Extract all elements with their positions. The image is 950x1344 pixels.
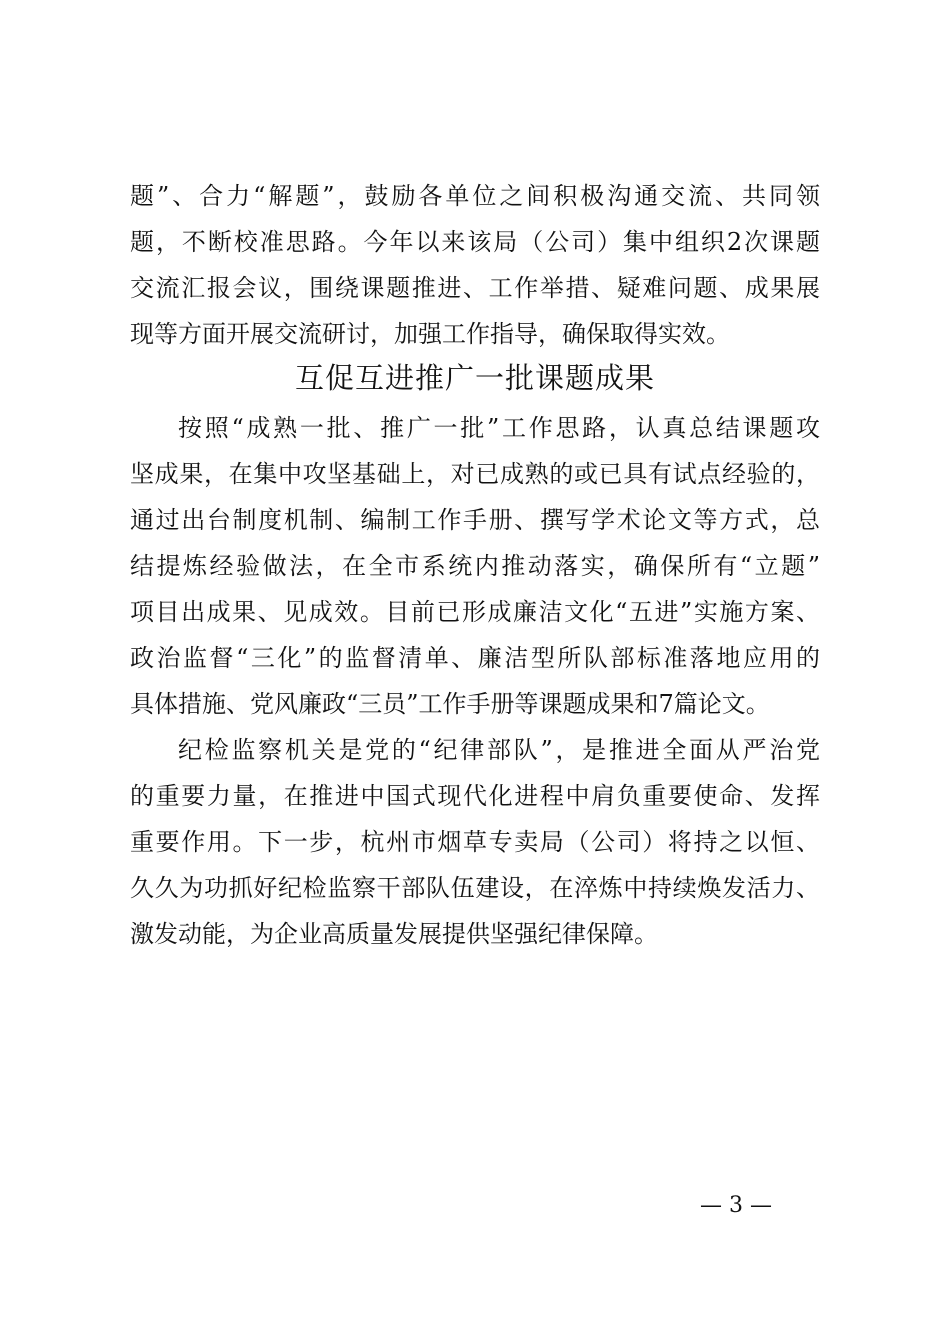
paragraph-1-line-3: 交流汇报会议，围绕课题推进、工作举措、疑难问题、成果展 [130,274,820,302]
paragraph-1-line-2: 题，不断校准思路。今年以来该局（公司）集中组织2次课题 [130,228,820,256]
paragraph-3-line-4: 久久为功抓好纪检监察干部队伍建设，在淬炼中持续焕发活力、 [130,874,820,902]
paragraph-2-line-2: 坚成果，在集中攻坚基础上，对已成熟的或已具有试点经验的， [130,460,820,488]
page-number: — 3 — [700,1193,772,1218]
paragraph-3-line-1: 纪检监察机关是党的“纪律部队”，是推进全面从严治党 [178,736,820,764]
paragraph-2-line-1: 按照“成熟一批、推广一批”工作思路，认真总结课题攻 [178,414,820,442]
paragraph-2-line-7: 具体措施、党风廉政“三员”工作手册等课题成果和7篇论文。 [130,690,770,718]
paragraph-2-line-4: 结提炼经验做法，在全市系统内推动落实，确保所有“立题” [130,552,820,580]
paragraph-3-line-5: 激发动能，为企业高质量发展提供坚强纪律保障。 [130,920,658,948]
paragraph-2-line-6: 政治监督“三化”的监督清单、廉洁型所队部标准落地应用的 [130,644,820,672]
paragraph-1-line-1: 题”、合力“解题”，鼓励各单位之间积极沟通交流、共同领 [130,182,820,210]
section-heading: 互促互进推广一批课题成果 [294,361,655,395]
paragraph-3-line-2: 的重要力量，在推进中国式现代化进程中肩负重要使命、发挥 [130,782,820,810]
paragraph-2-line-5: 项目出成果、见成效。目前已形成廉洁文化“五进”实施方案、 [130,598,820,626]
paragraph-2-line-3: 通过出台制度机制、编制工作手册、撰写学术论文等方式，总 [130,506,820,534]
paragraph-3-line-3: 重要作用。下一步，杭州市烟草专卖局（公司）将持之以恒、 [130,828,820,856]
paragraph-1-line-4: 现等方面开展交流研讨，加强工作指导，确保取得实效。 [130,320,730,348]
